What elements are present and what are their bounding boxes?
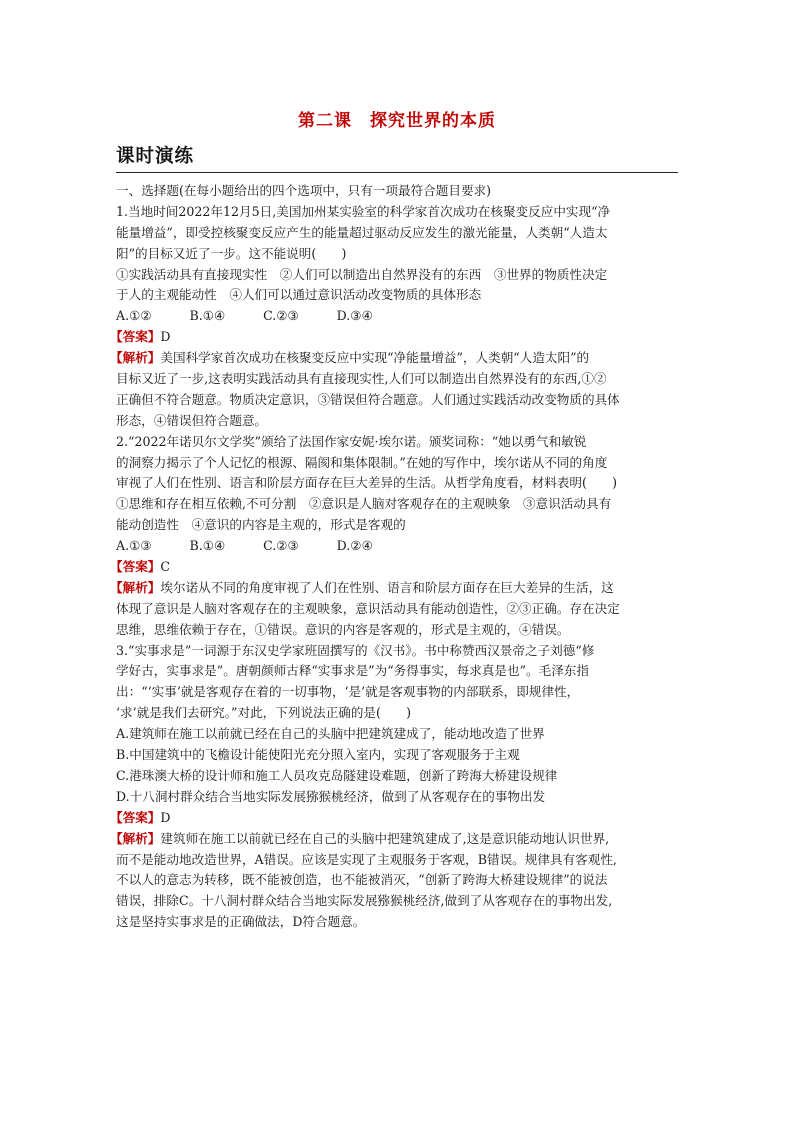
question-stem-line: ①实践活动具有直接现实性 ②人们可以制造出自然界没有的东西 ③世界的物质性决定: [116, 266, 608, 282]
analysis-tag: 【解析】: [110, 350, 161, 366]
analysis-text: 埃尔诺从不同的角度审视了人们在性别、语言和阶层方面存在巨大差异的生活，这: [160, 579, 614, 595]
section-heading: 课时演练: [116, 146, 195, 167]
analysis-line: 体现了意识是人脑对客观存在的主观映象，意识活动具有能动创造性，②③正确。存在决定: [116, 600, 620, 616]
analysis-text: 建筑师在施工以前就已经在自己的头脑中把建筑建成了,这是意识能动地认识世界,: [160, 830, 610, 846]
question-stem-line: 的洞察力揭示了个人记忆的根源、隔阂和集体限制。”在她的写作中，埃尔诺从不同的角度: [116, 454, 608, 470]
question-3: [110, 641, 678, 933]
question-stem-line: 能量增益”，即受控核聚变反应产生的能量超过驱动反应发生的激光能量，人类朝“人造太: [116, 224, 608, 240]
question-2: [110, 432, 678, 641]
question-stem-line: ‘求’就是我们去研究。”对此，下列说法正确的是( ): [116, 705, 412, 721]
option-c: C.港珠澳大桥的设计师和施工人员攻克岛隧建设难题，创新了跨海大桥建设规律: [116, 767, 558, 783]
analysis-line: [110, 578, 678, 599]
question-stem-line: 出：“‘实事’就是客观存在着的一切事物，‘是’就是客观事物的内部联系，即规律性，: [116, 684, 580, 700]
question-stem-line: 学好古，实事求是”。唐朝颜师古释“实事求是”为“务得事实，每求真是也”。毛泽东指: [116, 663, 589, 679]
question-stem-line: 1.当地时间2022年12月5日,美国加州某实验室的科学家首次成功在核聚变反应中实现“净: [116, 203, 611, 219]
analysis-line: 正确但不符合题意。物质决定意识，③错误但符合题意。人们通过实践活动改变物质的具体: [116, 391, 620, 407]
analysis-line: 错误，排除C。十八洞村群众结合当地实际发展猕猴桃经济,做到了从客观存在的事物出发,: [116, 893, 613, 909]
question-stem-line: 阳”的目标又近了一步。这不能说明( ): [116, 245, 347, 261]
analysis-line: 形态，④错误但符合题意。: [116, 412, 268, 428]
option-a: A.建筑师在施工以前就已经在自己的头脑中把建筑建成了，能动地改造了世界: [116, 726, 545, 742]
analysis-text: 美国科学家首次成功在核聚变反应中实现“净能量增益”，人类朝“人造太阳”的: [160, 350, 590, 366]
question-stem-line: 2.“2022年诺贝尔文学奖”颁给了法国作家安妮·埃尔诺。颁奖词称：“她以勇气和敏锐: [116, 433, 587, 449]
analysis-line: [110, 829, 678, 850]
answer-tag: 【答案】: [110, 329, 161, 345]
options-line: A.①② B.①④ C.②③ D.③④: [116, 308, 373, 324]
answer-line: [110, 808, 678, 829]
answer-value: C: [160, 559, 171, 575]
option-d: D.十八洞村群众结合当地实际发展猕猴桃经济，做到了从客观存在的事物出发: [116, 788, 546, 804]
answer-line: [110, 327, 678, 348]
analysis-tag: 【解析】: [110, 579, 161, 595]
analysis-line: 思维，思维依赖于存在，①错误。意识的内容是客观的，形式是主观的，④错误。: [116, 621, 570, 637]
analysis-line: 不以人的意志为转移，既不能被创造，也不能被消灭，“创新了跨海大桥建设规律”的说法: [116, 872, 608, 888]
analysis-line: 这是坚持实事求是的正确做法，D符合题意。: [116, 914, 366, 930]
question-stem-line: 审视了人们在性别、语言和阶层方面存在巨大差异的生活。从哲学角度看，材料表明( ): [116, 475, 617, 491]
answer-tag: 【答案】: [110, 559, 161, 575]
analysis-line: 而不是能动地改造世界，A错误。应该是实现了主观服务于客观，B错误。规律具有客观性,: [116, 851, 617, 867]
option-b: B.中国建筑中的飞檐设计能使阳光充分照入室内，实现了客观服务于主观: [116, 747, 520, 763]
lesson-title: 第二课 探究世界的本质: [298, 111, 496, 131]
answer-value: D: [160, 329, 171, 345]
question-stem-line: 3.“实事求是”一词源于东汉史学家班固撰写的《汉书》。书中称赞西汉景帝之子刘德“修: [116, 642, 595, 658]
section-intro: 一、选择题(在每小题给出的四个选项中，只有一项最符合题目要求): [116, 183, 492, 198]
analysis-tag: 【解析】: [110, 830, 161, 846]
options-line: A.①③ B.①④ C.②③ D.②④: [116, 538, 373, 554]
answer-tag: 【答案】: [110, 809, 161, 825]
question-stem-line: ①思维和存在相互依赖,不可分割 ②意识是人脑对客观存在的主观映象 ③意识活动具有: [116, 496, 612, 512]
heading-divider: [116, 172, 678, 173]
question-1: [110, 202, 678, 432]
answer-line: [110, 557, 678, 578]
analysis-line: 目标又近了一步,这表明实践活动具有直接现实性,人们可以制造出自然界没有的东西,①②: [116, 371, 607, 387]
document-body: [110, 181, 678, 933]
answer-value: D: [160, 809, 171, 825]
analysis-line: [110, 348, 678, 369]
question-stem-line: 于人的主观能动性 ④人们可以通过意识活动改变物质的具体形态: [116, 287, 482, 303]
question-stem-line: 能动创造性 ④意识的内容是主观的，形式是客观的: [116, 517, 406, 533]
